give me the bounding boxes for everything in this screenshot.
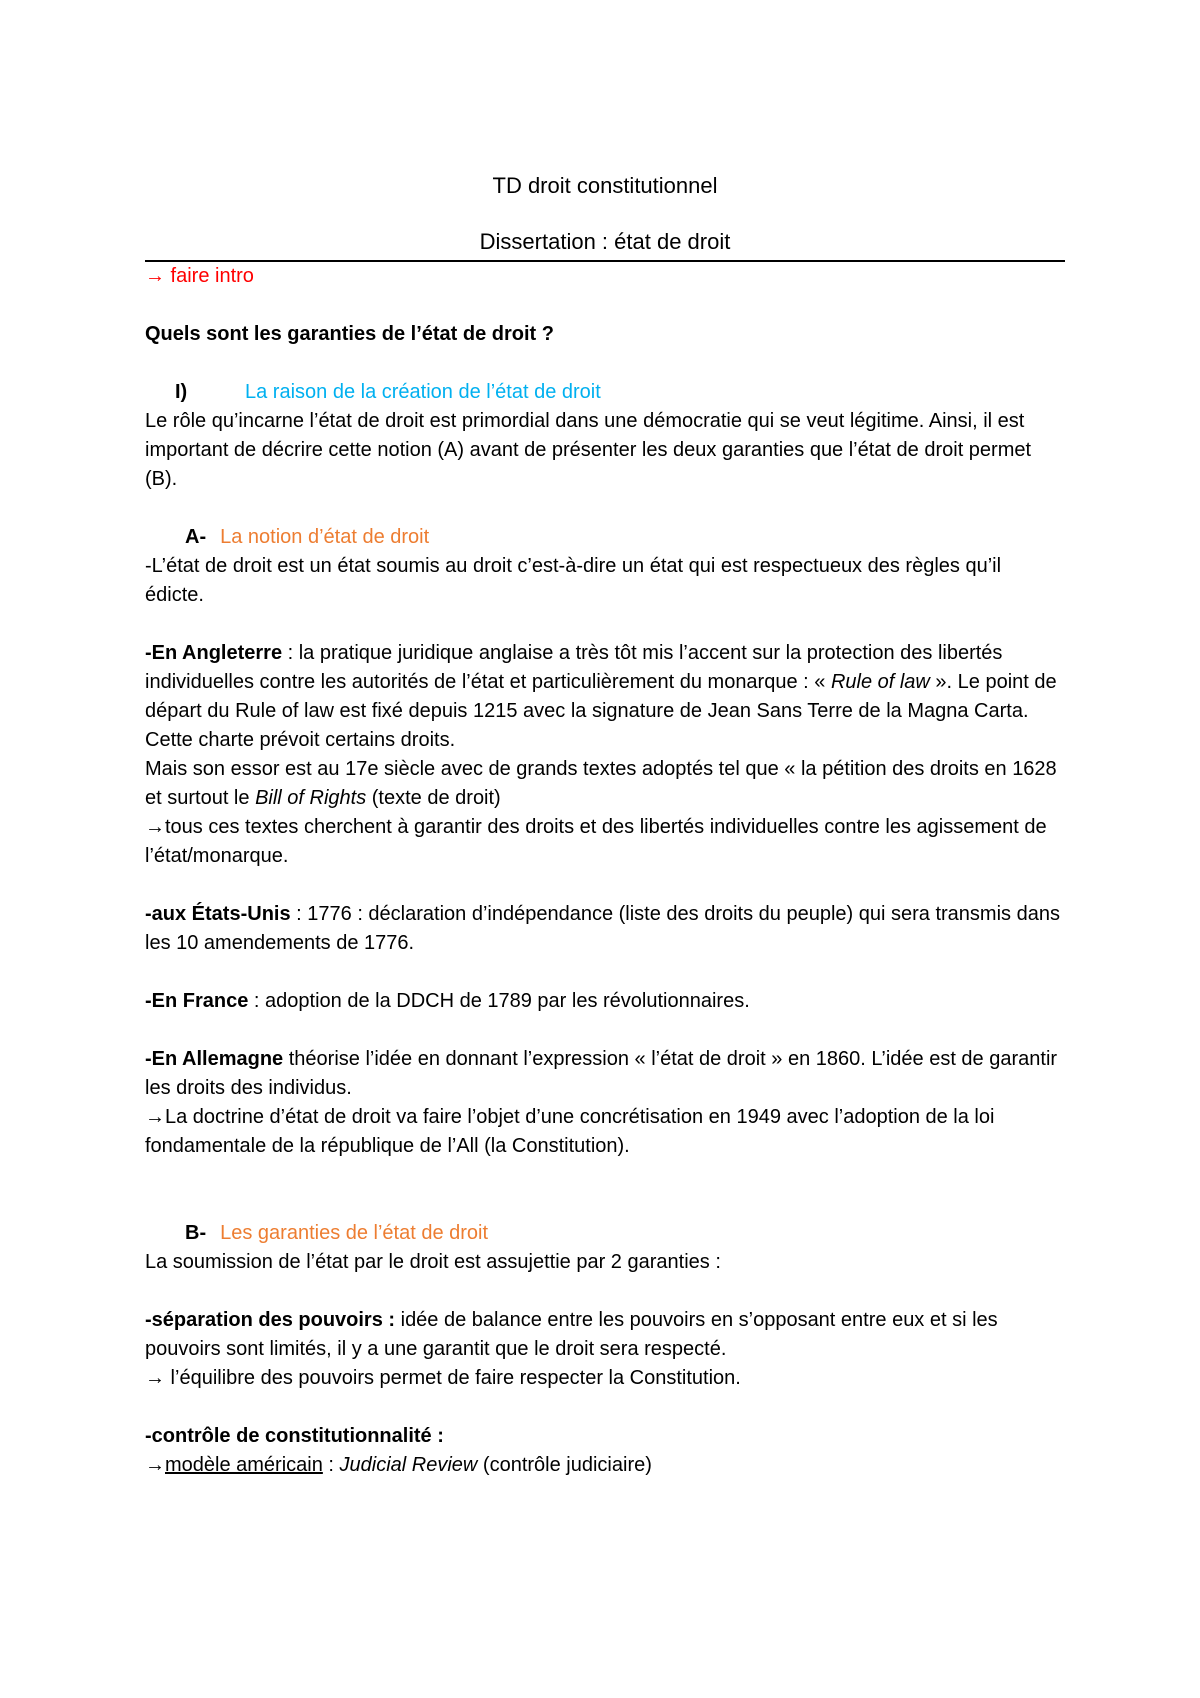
allemagne-paragraph [145,1045,1065,1103]
subsection-b-intro: La soumission de l’état par le droit est assujettie par 2 garanties : [145,1251,721,1273]
allemagne-arrow-note: →La doctrine d’état de droit va faire l’objet d’une concrétisation en 1949 avec l’adoption de la loi fondamentale de la république de l’All (la Constitution). [145,1106,995,1157]
spacer [145,349,1065,378]
separation-paragraph [145,1306,1065,1364]
spacer [145,1161,1065,1190]
todo-note: → faire intro [145,265,254,287]
controle-label: -contrôle de constitutionnalité : [145,1425,444,1447]
section-1-intro: Le rôle qu’incarne l’état de droit est primordial dans une démocratie qui se veut légitime. Ainsi, il est important de décrire cette notion (A) avant de présenter les deux garanties que l’état de droit permet (B). [145,410,1032,490]
france-text: : adoption de la DDCH de 1789 par les révolutionnaires. [248,990,750,1012]
spacer [145,1393,1065,1422]
angleterre-arrow-note: →tous ces textes cherchent à garantir des droits et des libertés individuelles contre les agissement de l’état/monarque. [145,816,1047,867]
separation-label: -séparation des pouvoirs : [145,1309,396,1331]
rule-of-law-term: Rule of law [830,671,930,693]
arrow-icon: → [145,1454,165,1476]
france-paragraph [145,987,1065,1016]
allemagne-text: théorise l’idée en donnant l’expression « l’état de droit » en 1860. L’idée est de garantir les droits des individus. [145,1048,1058,1099]
spacer [145,610,1065,639]
angleterre-text-4: (texte de droit) [366,787,501,809]
angleterre-text-1: : la pratique juridique anglaise a très tôt mis l’accent sur la protection des libertés individuelles contre les autorités de l’état et particulièrement du monarque : « [145,642,1003,693]
document-title: TD droit constitutionnel [492,173,718,198]
subsection-a-letter: A- [185,526,207,548]
angleterre-paragraph [145,639,1065,755]
section-1-title: La raison de la création de l’état de droit [245,381,601,403]
separation-arrow-note: → l’équilibre des pouvoirs permet de faire respecter la Constitution. [145,1367,741,1389]
controle-model-line [145,1451,1065,1480]
subsection-a-heading [145,523,1065,552]
bill-of-rights-term: Bill of Rights [255,787,367,809]
allemagne-label: -En Allemagne [145,1048,284,1070]
usa-label: -aux États-Unis [145,903,291,925]
document-subtitle: Dissertation : état de droit [145,226,1065,262]
judicial-review-gloss: (contrôle judiciaire) [477,1454,652,1476]
section-1-heading [145,378,1065,407]
separator-text: : [322,1454,340,1476]
subsection-b-title: Les garanties de l’état de droit [220,1222,489,1244]
angleterre-text-2: ». Le point de départ du Rule of law est fixé depuis 1215 avec la signature de Jean Sans Terre de la Magna Carta. Cette charte prévoit certains droits. [145,671,1057,751]
document-body [145,170,1065,1480]
angleterre-text-3: Mais son essor est au 17e siècle avec de grands textes adoptés tel que « la pétition des droits en 1628 et surtout le [145,758,1057,809]
usa-text: : 1776 : déclaration d’indépendance (liste des droits du peuple) qui sera transmis dans les 10 amendements de 1776. [145,903,1060,954]
angleterre-label: -En Angleterre [145,642,283,664]
judicial-review-term: Judicial Review [339,1454,478,1476]
spacer [145,958,1065,987]
problem-question: Quels sont les garanties de l’état de droit ? [145,323,554,345]
spacer [145,1016,1065,1045]
spacer [145,1190,1065,1219]
spacer [145,291,1065,320]
subsection-a-title: La notion d’état de droit [220,526,430,548]
definition-paragraph: -L’état de droit est un état soumis au droit c’est-à-dire un état qui est respectueux des règles qu’il édicte. [145,555,1002,606]
separation-text: idée de balance entre les pouvoirs en s’opposant entre eux et si les pouvoirs sont limités, il y a une garantit que le droit sera respecté. [145,1309,998,1360]
american-model-term: modèle américain [165,1454,323,1476]
essor-paragraph [145,755,1065,813]
spacer [145,494,1065,523]
section-1-number: I) [175,381,188,403]
subsection-b-letter: B- [185,1222,207,1244]
spacer [145,871,1065,900]
subsection-b-heading [145,1219,1065,1248]
france-label: -En France [145,990,249,1012]
usa-paragraph [145,900,1065,958]
spacer [145,1277,1065,1306]
